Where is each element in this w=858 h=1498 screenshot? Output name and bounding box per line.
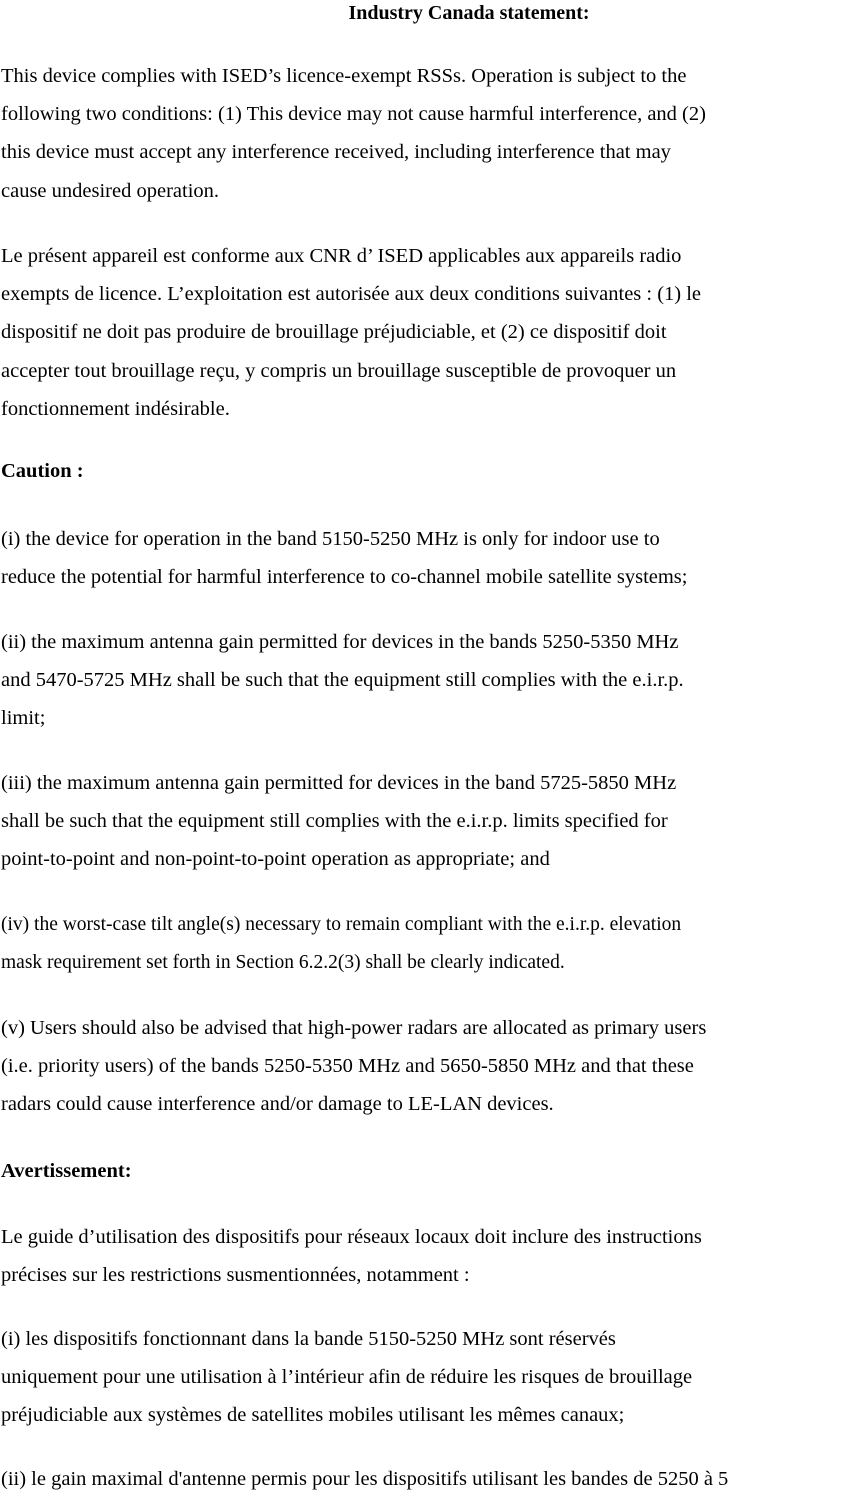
text-line: (ii) the maximum antenna gain permitted for devices in the bands 5250-5350 MHz [1,631,679,653]
caution-item-iii [1,764,858,879]
text-line: fonctionnement indésirable. [1,397,230,420]
text-line: following two conditions: (1) This device may not cause harmful interference, and (2) [1,103,706,126]
caution-item-v [1,1009,858,1124]
paragraph-french-statement [1,237,858,428]
text-line: accepter tout brouillage reçu, y compris un brouillage susceptible de provoquer un [1,359,677,382]
avertissement-item-i [1,1320,858,1435]
text-line: dispositif ne doit pas produire de brouillage préjudiciable, et (2) ce dispositif doit [1,321,667,344]
text-line: This device complies with ISED’s licence-exempt RSSs. Operation is subject to the [1,65,687,87]
text-line: uniquement pour une utilisation à l’intérieur afin de réduire les risques de brouillage [1,1366,693,1389]
caution-heading: Caution : [1,460,84,482]
avertissement-heading: Avertissement: [1,1160,132,1182]
caution-item-ii [1,623,858,738]
text-line: reduce the potential for harmful interference to co-channel mobile satellite systems; [1,566,688,589]
text-line: this device must accept any interference received, including interference that may [1,141,671,164]
text-line: shall be such that the equipment still complies with the e.i.r.p. limits specified for [1,810,668,833]
text-line: mask requirement set forth in Section 6.2.2(3) shall be clearly indicated. [1,952,565,974]
text-line: préjudiciable aux systèmes de satellites mobiles utilisant les mêmes canaux; [1,1404,625,1427]
text-line: and 5470-5725 MHz shall be such that the equipment still complies with the e.i.r.p. [1,669,684,692]
text-line: point-to-point and non-point-to-point operation as appropriate; and [1,848,550,871]
text-line: (iii) the maximum antenna gain permitted for devices in the band 5725-5850 MHz [1,772,677,794]
caution-item-i [1,520,858,596]
text-line: (i) the device for operation in the band 5150-5250 MHz is only for indoor use to [1,528,660,550]
text-line: (v) Users should also be advised that high-power radars are allocated as primary users [1,1017,707,1039]
text-line: (i.e. priority users) of the bands 5250-5350 MHz and 5650-5850 MHz and that these [1,1055,694,1078]
text-line: Le guide d’utilisation des dispositifs pour réseaux locaux doit inclure des instructions [1,1226,702,1248]
text-line: (iv) the worst-case tilt angle(s) necessary to remain compliant with the e.i.r.p. elevation [1,914,682,935]
text-line: (i) les dispositifs fonctionnant dans la bande 5150-5250 MHz sont réservés [1,1328,616,1350]
text-line: limit; [1,707,46,730]
text-line: Le présent appareil est conforme aux CNR d’ ISED applicables aux appareils radio [1,245,682,267]
paragraph-english-statement [1,57,858,210]
text-line: précises sur les restrictions susmentionnées, notamment : [1,1264,470,1287]
text-line: exempts de licence. L’exploitation est autorisée aux deux conditions suivantes : (1) le [1,283,702,306]
avertissement-item-ii [1,1460,858,1498]
text-line: radars could cause interference and/or damage to LE-LAN devices. [1,1093,554,1116]
avertissement-intro [1,1218,858,1294]
page-title: Industry Canada statement: [348,2,590,24]
caution-item-iv [1,906,858,982]
text-line: cause undesired operation. [1,179,220,202]
text-line: (ii) le gain maximal d'antenne permis pour les dispositifs utilisant les bandes de 5250 à 5 [1,1468,729,1490]
